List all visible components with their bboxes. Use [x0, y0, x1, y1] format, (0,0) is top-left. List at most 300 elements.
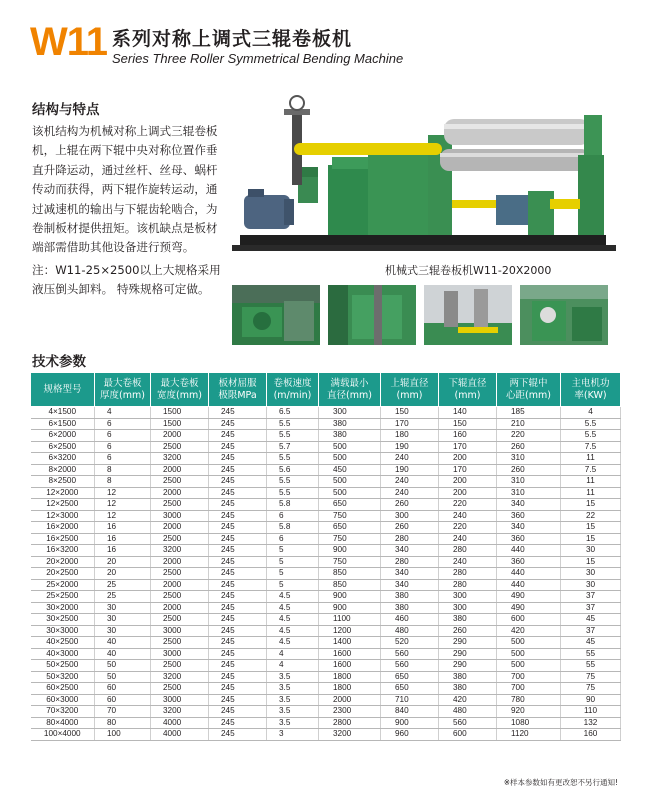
table-cell: 2500: [151, 683, 209, 695]
table-row: [31, 418, 621, 430]
table-cell: 6: [95, 430, 151, 442]
table-cell: 6.5: [267, 407, 319, 419]
specs-col-min-diameter: 满载最小 直径(mm): [319, 373, 381, 407]
table-cell: 280: [439, 568, 497, 580]
table-cell: 4: [267, 648, 319, 660]
table-cell: 1120: [497, 729, 561, 741]
detail-photo-2: [328, 285, 416, 345]
table-row: [31, 579, 621, 591]
table-cell: 2000: [151, 579, 209, 591]
table-cell: 280: [439, 579, 497, 591]
table-cell: 6: [95, 418, 151, 430]
table-cell: 30: [561, 568, 621, 580]
table-row: [31, 648, 621, 660]
table-cell: 6: [95, 441, 151, 453]
table-cell: 650: [319, 522, 381, 534]
table-cell: 75: [561, 683, 621, 695]
table-cell: 750: [319, 510, 381, 522]
table-cell: 360: [497, 533, 561, 545]
table-cell: 380: [381, 602, 439, 614]
table-cell: 170: [439, 441, 497, 453]
table-cell: 3200: [319, 729, 381, 741]
specs-col-center-distance: 两下辊中 心距(mm): [497, 373, 561, 407]
specs-header-row: [31, 373, 621, 407]
table-cell: 960: [381, 729, 439, 741]
table-cell: 5: [267, 579, 319, 591]
table-cell: 340: [381, 568, 439, 580]
features-note: 注：W11-25×2500以上大规格采用液压倒头卸料。 特殊规格可定做。: [32, 262, 221, 297]
table-cell: 1500: [151, 407, 209, 419]
table-cell: 500: [319, 441, 381, 453]
table-cell: 16: [95, 522, 151, 534]
table-cell: 7.5: [561, 464, 621, 476]
table-cell: 2300: [319, 706, 381, 718]
table-row: [31, 407, 621, 419]
table-cell: 8×2000: [31, 464, 95, 476]
photo-caption: 机械式三辊卷板机W11-20X2000: [385, 264, 552, 277]
table-cell: 11: [561, 476, 621, 488]
table-cell: 280: [381, 533, 439, 545]
table-cell: 245: [209, 522, 267, 534]
table-cell: 245: [209, 568, 267, 580]
table-cell: 3.5: [267, 683, 319, 695]
table-cell: 5.5: [561, 418, 621, 430]
table-cell: 245: [209, 717, 267, 729]
table-cell: 340: [381, 545, 439, 557]
detail-photo-4: [520, 285, 608, 345]
table-cell: 500: [319, 453, 381, 465]
table-cell: 245: [209, 407, 267, 419]
table-cell: 90: [561, 694, 621, 706]
table-cell: 2000: [151, 487, 209, 499]
table-row: [31, 729, 621, 741]
table-cell: 700: [497, 671, 561, 683]
table-cell: 3: [267, 729, 319, 741]
table-cell: 15: [561, 556, 621, 568]
table-cell: 12: [95, 499, 151, 511]
table-cell: 440: [497, 545, 561, 557]
table-cell: 245: [209, 614, 267, 626]
table-cell: 460: [381, 614, 439, 626]
table-cell: 700: [497, 683, 561, 695]
table-cell: 245: [209, 729, 267, 741]
table-cell: 300: [439, 591, 497, 603]
table-cell: 5: [267, 556, 319, 568]
table-cell: 340: [497, 499, 561, 511]
table-cell: 70×3200: [31, 706, 95, 718]
table-cell: 6×2000: [31, 430, 95, 442]
table-cell: 1600: [319, 648, 381, 660]
table-cell: 2500: [151, 499, 209, 511]
table-cell: 900: [319, 602, 381, 614]
table-cell: 30: [95, 602, 151, 614]
table-cell: 2000: [151, 602, 209, 614]
table-cell: 5.5: [267, 487, 319, 499]
table-cell: 420: [439, 694, 497, 706]
table-cell: 20: [95, 556, 151, 568]
table-cell: 360: [497, 556, 561, 568]
table-cell: 4×1500: [31, 407, 95, 419]
table-cell: 6×2500: [31, 441, 95, 453]
table-cell: 2500: [151, 533, 209, 545]
table-cell: 4: [561, 407, 621, 419]
table-cell: 780: [497, 694, 561, 706]
table-cell: 5.8: [267, 499, 319, 511]
table-cell: 25: [95, 591, 151, 603]
table-cell: 245: [209, 418, 267, 430]
footnote: ※样本参数如有更改恕不另行通知!: [503, 778, 618, 787]
table-row: [31, 625, 621, 637]
table-cell: 30×2500: [31, 614, 95, 626]
table-cell: 245: [209, 441, 267, 453]
features-paragraph: 该机结构为机械对称上调式三辊卷板机，上辊在两下辊中央对称位置作垂直升降运动，通过丝杆、丝母、蜗杆传动而获得，两下辊作旋转运动，通过减速机的输出与下辊齿轮啮合，为卷制板材提供扭矩。该机缺点是板材端部需借助其他设备进行预弯。: [32, 124, 218, 255]
table-cell: 3.5: [267, 671, 319, 683]
table-cell: 240: [439, 510, 497, 522]
table-cell: 290: [439, 660, 497, 672]
table-cell: 40×2500: [31, 637, 95, 649]
table-cell: 1800: [319, 683, 381, 695]
table-cell: 600: [439, 729, 497, 741]
table-cell: 5.5: [267, 418, 319, 430]
table-row: [31, 476, 621, 488]
table-row: [31, 614, 621, 626]
specs-table: [30, 372, 621, 741]
table-cell: 4.5: [267, 591, 319, 603]
table-cell: 220: [439, 522, 497, 534]
table-cell: 280: [381, 556, 439, 568]
table-cell: 30: [95, 625, 151, 637]
table-cell: 560: [381, 648, 439, 660]
table-cell: 12×3000: [31, 510, 95, 522]
features-description: [32, 122, 227, 300]
table-cell: 500: [497, 648, 561, 660]
table-cell: 840: [381, 706, 439, 718]
table-cell: 1200: [319, 625, 381, 637]
table-cell: 600: [497, 614, 561, 626]
table-cell: 240: [439, 533, 497, 545]
table-cell: 5: [267, 568, 319, 580]
table-cell: 500: [319, 476, 381, 488]
table-cell: 245: [209, 476, 267, 488]
table-cell: 3000: [151, 510, 209, 522]
table-cell: 650: [319, 499, 381, 511]
table-cell: 245: [209, 579, 267, 591]
table-cell: 200: [439, 487, 497, 499]
table-cell: 245: [209, 453, 267, 465]
table-cell: 380: [319, 430, 381, 442]
table-cell: 200: [439, 476, 497, 488]
table-cell: 3.5: [267, 717, 319, 729]
table-cell: 30: [95, 614, 151, 626]
table-cell: 280: [439, 545, 497, 557]
table-cell: 75: [561, 671, 621, 683]
table-row: [31, 717, 621, 729]
table-cell: 4000: [151, 729, 209, 741]
table-cell: 245: [209, 648, 267, 660]
table-row: [31, 453, 621, 465]
table-cell: 5.8: [267, 522, 319, 534]
table-cell: 60: [95, 683, 151, 695]
table-cell: 650: [381, 671, 439, 683]
table-cell: 8: [95, 476, 151, 488]
table-cell: 30×3000: [31, 625, 95, 637]
table-cell: 6: [267, 533, 319, 545]
table-cell: 850: [319, 568, 381, 580]
table-cell: 8: [95, 464, 151, 476]
table-cell: 500: [497, 637, 561, 649]
table-cell: 240: [381, 476, 439, 488]
table-cell: 2500: [151, 568, 209, 580]
table-cell: 500: [319, 487, 381, 499]
table-cell: 245: [209, 625, 267, 637]
table-cell: 4.5: [267, 625, 319, 637]
table-cell: 1600: [319, 660, 381, 672]
table-cell: 2000: [151, 556, 209, 568]
table-cell: 22: [561, 510, 621, 522]
table-cell: 240: [381, 453, 439, 465]
specs-col-lower-roller: 下辊直径 (mm): [439, 373, 497, 407]
machine-illustration: [232, 95, 616, 270]
table-cell: 245: [209, 464, 267, 476]
specs-col-max-thickness: 最大卷板 厚度(mm): [95, 373, 151, 407]
table-cell: 25×2500: [31, 591, 95, 603]
table-cell: 210: [497, 418, 561, 430]
table-cell: 480: [439, 706, 497, 718]
table-cell: 37: [561, 591, 621, 603]
table-cell: 170: [381, 418, 439, 430]
table-cell: 5.5: [561, 430, 621, 442]
table-row: [31, 499, 621, 511]
table-cell: 3200: [151, 453, 209, 465]
table-cell: 380: [439, 614, 497, 626]
table-cell: 245: [209, 706, 267, 718]
table-cell: 480: [381, 625, 439, 637]
table-cell: 310: [497, 453, 561, 465]
table-cell: 240: [439, 556, 497, 568]
table-cell: 12×2500: [31, 499, 95, 511]
table-cell: 650: [381, 683, 439, 695]
table-cell: 290: [439, 648, 497, 660]
table-cell: 40×3000: [31, 648, 95, 660]
table-cell: 55: [561, 660, 621, 672]
table-cell: 190: [381, 441, 439, 453]
table-cell: 6×1500: [31, 418, 95, 430]
table-cell: 310: [497, 476, 561, 488]
table-cell: 245: [209, 671, 267, 683]
table-cell: 3200: [151, 706, 209, 718]
table-cell: 4.5: [267, 614, 319, 626]
table-cell: 380: [381, 591, 439, 603]
table-cell: 2500: [151, 591, 209, 603]
table-cell: 20×2500: [31, 568, 95, 580]
table-cell: 5.7: [267, 441, 319, 453]
table-row: [31, 545, 621, 557]
table-cell: 12×2000: [31, 487, 95, 499]
detail-photo-1: [232, 285, 320, 345]
table-cell: 11: [561, 487, 621, 499]
table-cell: 16×2000: [31, 522, 95, 534]
table-cell: 4.5: [267, 637, 319, 649]
table-cell: 12: [95, 487, 151, 499]
table-cell: 6×3200: [31, 453, 95, 465]
table-row: [31, 510, 621, 522]
model-logo: W11: [30, 20, 108, 64]
table-cell: 170: [439, 464, 497, 476]
table-cell: 490: [497, 591, 561, 603]
table-row: [31, 602, 621, 614]
table-cell: 260: [381, 522, 439, 534]
table-cell: 160: [439, 430, 497, 442]
table-cell: 132: [561, 717, 621, 729]
table-cell: 11: [561, 453, 621, 465]
table-cell: 60×2500: [31, 683, 95, 695]
table-cell: 2800: [319, 717, 381, 729]
table-cell: 50: [95, 671, 151, 683]
table-cell: 260: [381, 499, 439, 511]
table-cell: 80: [95, 717, 151, 729]
table-cell: 15: [561, 499, 621, 511]
features-heading: 结构与特点: [32, 102, 100, 118]
table-cell: 3.5: [267, 694, 319, 706]
table-cell: 60×3000: [31, 694, 95, 706]
table-cell: 15: [561, 533, 621, 545]
table-cell: 37: [561, 625, 621, 637]
table-cell: 2000: [151, 430, 209, 442]
table-cell: 50: [95, 660, 151, 672]
table-row: [31, 660, 621, 672]
table-cell: 520: [381, 637, 439, 649]
table-cell: 3200: [151, 545, 209, 557]
table-row: [31, 637, 621, 649]
table-cell: 560: [381, 660, 439, 672]
table-cell: 100×4000: [31, 729, 95, 741]
table-cell: 245: [209, 487, 267, 499]
table-cell: 6: [95, 453, 151, 465]
table-cell: 16: [95, 533, 151, 545]
table-cell: 50×2500: [31, 660, 95, 672]
table-cell: 245: [209, 591, 267, 603]
table-cell: 25: [95, 579, 151, 591]
table-cell: 900: [319, 545, 381, 557]
table-cell: 340: [497, 522, 561, 534]
table-cell: 245: [209, 430, 267, 442]
table-cell: 240: [381, 487, 439, 499]
table-cell: 2500: [151, 660, 209, 672]
table-cell: 3000: [151, 694, 209, 706]
table-cell: 55: [561, 648, 621, 660]
table-cell: 360: [497, 510, 561, 522]
table-cell: 45: [561, 614, 621, 626]
table-cell: 750: [319, 533, 381, 545]
table-cell: 380: [439, 671, 497, 683]
table-cell: 300: [381, 510, 439, 522]
table-row: [31, 430, 621, 442]
table-row: [31, 671, 621, 683]
table-cell: 110: [561, 706, 621, 718]
table-cell: 140: [439, 407, 497, 419]
table-cell: 4: [267, 660, 319, 672]
table-cell: 245: [209, 602, 267, 614]
table-cell: 5.5: [267, 430, 319, 442]
table-cell: 1100: [319, 614, 381, 626]
table-cell: 245: [209, 499, 267, 511]
table-cell: 7.5: [561, 441, 621, 453]
table-cell: 200: [439, 453, 497, 465]
table-row: [31, 591, 621, 603]
table-cell: 80×4000: [31, 717, 95, 729]
table-cell: 60: [95, 694, 151, 706]
table-cell: 300: [319, 407, 381, 419]
table-cell: 710: [381, 694, 439, 706]
table-cell: 220: [439, 499, 497, 511]
table-cell: 5: [267, 545, 319, 557]
specs-col-upper-roller: 上辊直径 (mm): [381, 373, 439, 407]
table-cell: 15: [561, 522, 621, 534]
table-cell: 16: [95, 545, 151, 557]
table-cell: 340: [381, 579, 439, 591]
table-cell: 380: [319, 418, 381, 430]
table-cell: 4.5: [267, 602, 319, 614]
specs-col-bending-speed: 卷板速度 (m/min): [267, 373, 319, 407]
table-cell: 500: [497, 660, 561, 672]
table-cell: 440: [497, 568, 561, 580]
table-cell: 2000: [319, 694, 381, 706]
table-cell: 2500: [151, 614, 209, 626]
table-cell: 245: [209, 533, 267, 545]
table-cell: 1400: [319, 637, 381, 649]
table-cell: 8×2500: [31, 476, 95, 488]
table-cell: 245: [209, 556, 267, 568]
table-row: [31, 464, 621, 476]
table-cell: 245: [209, 510, 267, 522]
specs-heading: 技术参数: [32, 354, 86, 370]
table-cell: 50×3200: [31, 671, 95, 683]
table-cell: 220: [497, 430, 561, 442]
specs-col-model: 规格型号: [31, 373, 95, 407]
table-cell: 180: [381, 430, 439, 442]
table-cell: 380: [439, 683, 497, 695]
table-cell: 3200: [151, 671, 209, 683]
table-cell: 900: [319, 591, 381, 603]
specs-col-motor-power: 主电机功 率(KW): [561, 373, 621, 407]
table-cell: 2500: [151, 476, 209, 488]
table-cell: 40: [95, 648, 151, 660]
table-cell: 5.6: [267, 464, 319, 476]
table-cell: 245: [209, 660, 267, 672]
table-cell: 3.5: [267, 706, 319, 718]
table-cell: 16×2500: [31, 533, 95, 545]
table-row: [31, 694, 621, 706]
table-cell: 2000: [151, 464, 209, 476]
table-cell: 4: [95, 407, 151, 419]
table-cell: 260: [497, 464, 561, 476]
table-cell: 260: [439, 625, 497, 637]
table-cell: 1800: [319, 671, 381, 683]
title-chinese: 系列对称上调式三辊卷板机: [112, 28, 353, 50]
table-cell: 30: [561, 545, 621, 557]
table-row: [31, 441, 621, 453]
table-cell: 20: [95, 568, 151, 580]
table-cell: 420: [497, 625, 561, 637]
table-cell: 300: [439, 602, 497, 614]
table-cell: 245: [209, 694, 267, 706]
table-cell: 16×3200: [31, 545, 95, 557]
table-cell: 70: [95, 706, 151, 718]
table-cell: 450: [319, 464, 381, 476]
table-cell: 2500: [151, 441, 209, 453]
specs-col-max-width: 最大卷板 宽度(mm): [151, 373, 209, 407]
table-row: [31, 683, 621, 695]
